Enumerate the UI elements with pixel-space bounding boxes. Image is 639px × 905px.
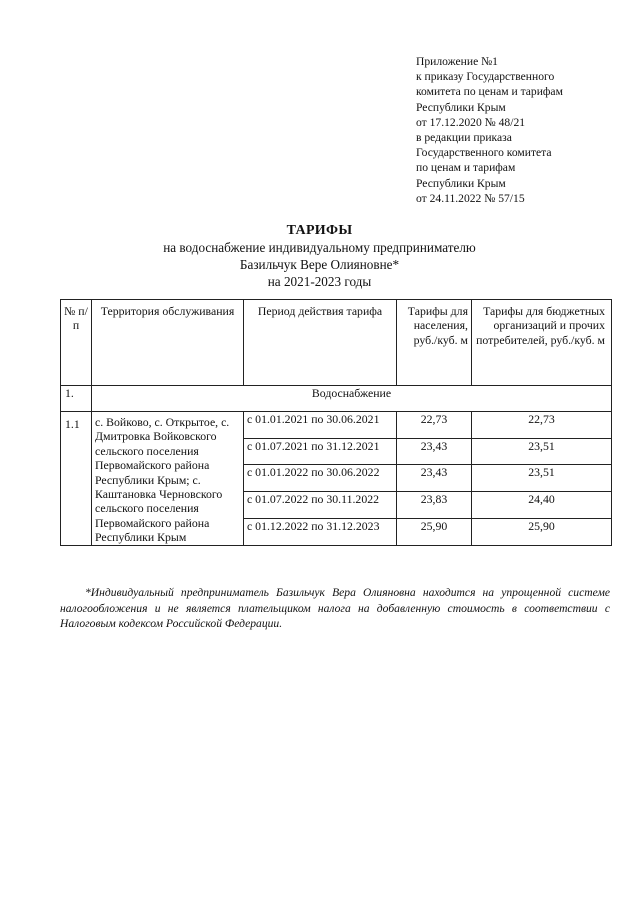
budget-tariff-value: 24,40 xyxy=(472,492,612,519)
appendix-line: от 17.12.2020 № 48/21 xyxy=(416,115,526,129)
tariffs-table xyxy=(60,299,612,546)
budget-tariff-value: 23,51 xyxy=(472,465,612,492)
section-label: Водоснабжение xyxy=(92,386,612,412)
appendix-line: по ценам и тарифам xyxy=(416,161,516,175)
appendix-line: Республики Крым xyxy=(416,176,506,190)
appendix-line: Государственного комитета xyxy=(416,146,552,160)
header-population-tariff: Тарифы для населения, руб./куб. м xyxy=(397,300,472,386)
footnote-text: *Индивидуальный предприниматель Базильчук Вера Олияновна находится на упрощенной системе налогообложения и не является плательщиком налога на добавленную стоимость в соответствии с Налоговым кодексом Российской Федерации. xyxy=(60,586,610,631)
population-tariff-value: 23,43 xyxy=(397,438,472,465)
appendix-line: от 24.11.2022 № 57/15 xyxy=(416,191,525,205)
section-row xyxy=(61,386,612,412)
title-line-3: на 2021-2023 годы xyxy=(267,274,372,289)
document-title-block xyxy=(0,222,639,290)
section-num: 1. xyxy=(61,386,92,412)
table-row xyxy=(61,412,612,439)
document-title: ТАРИФЫ xyxy=(286,223,353,238)
title-line-2: Базильчук Вере Олияновне* xyxy=(239,257,400,272)
appendix-line: к приказу Государственного xyxy=(416,70,555,84)
budget-tariff-value: 23,51 xyxy=(472,438,612,465)
appendix-line: Республики Крым xyxy=(416,100,506,114)
budget-tariff-value: 22,73 xyxy=(472,412,612,439)
header-period: Период действия тарифа xyxy=(244,300,397,386)
header-budget-tariff: Тарифы для бюджетных организаций и прочих потребителей, руб./куб. м xyxy=(472,300,612,386)
item-territory: с. Войково, с. Открытое, с. Дмитровка Войковского сельского поселения Первомайского района Республики Крым; с. Каштановка Черновского сельского поселения Первомайского района Республики Крым xyxy=(92,412,244,546)
budget-tariff-value: 25,90 xyxy=(472,518,612,545)
tariff-period: с 01.01.2022 по 30.06.2022 xyxy=(244,465,397,492)
tariff-period: с 01.07.2021 по 31.12.2021 xyxy=(244,438,397,465)
item-num: 1.1 xyxy=(61,412,92,546)
tariff-period: с 01.12.2022 по 31.12.2023 xyxy=(244,518,397,545)
table-header-row xyxy=(61,300,612,386)
population-tariff-value: 23,43 xyxy=(397,465,472,492)
population-tariff-value: 22,73 xyxy=(397,412,472,439)
appendix-reference xyxy=(416,54,626,206)
title-line-1: на водоснабжение индивидуальному предпринимателю xyxy=(163,240,476,255)
appendix-line: в редакции приказа xyxy=(416,131,512,145)
tariff-period: с 01.07.2022 по 30.11.2022 xyxy=(244,492,397,519)
appendix-line: комитета по ценам и тарифам xyxy=(416,85,563,99)
appendix-line: Приложение №1 xyxy=(416,55,498,68)
header-num: № п/п xyxy=(61,300,92,386)
header-territory: Территория обслуживания xyxy=(92,300,244,386)
footnote xyxy=(60,585,610,632)
population-tariff-value: 25,90 xyxy=(397,518,472,545)
population-tariff-value: 23,83 xyxy=(397,492,472,519)
tariff-period: с 01.01.2021 по 30.06.2021 xyxy=(244,412,397,439)
